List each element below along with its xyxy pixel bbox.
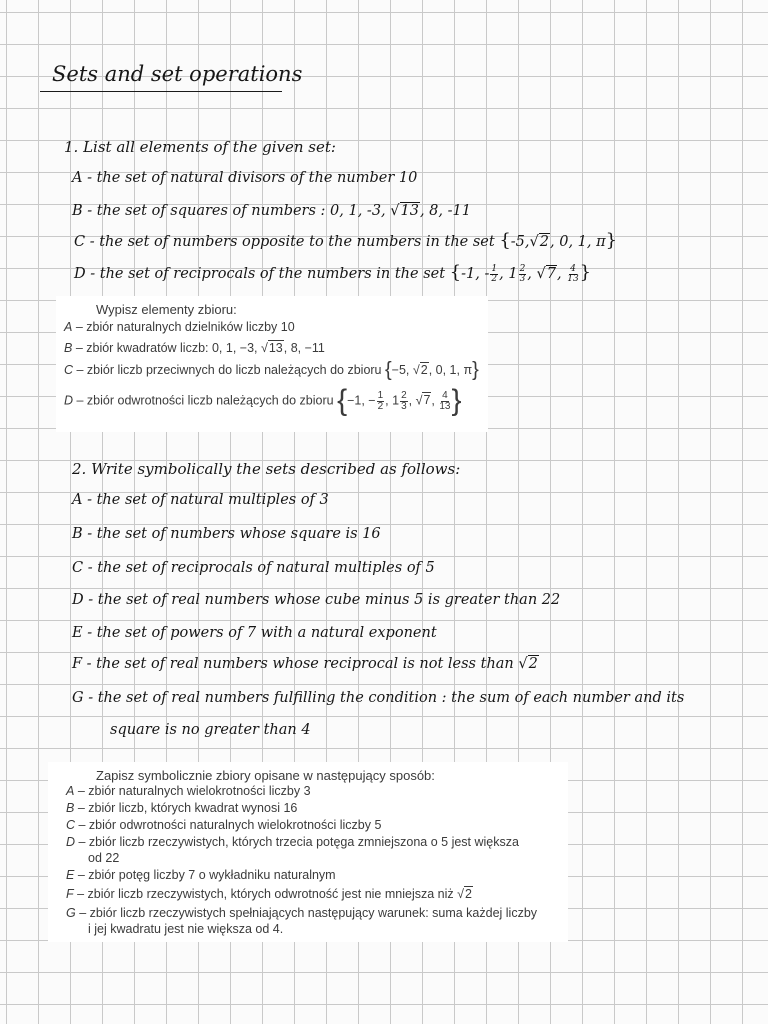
task2-item-c: C - the set of reciprocals of natural multiples of 5: [72, 560, 435, 576]
task2-item-a: A - the set of natural multiples of 3: [72, 492, 329, 508]
task2-item-g-cont: square is no greater than 4: [110, 722, 311, 738]
task1-heading: 1. List all elements of the given set:: [64, 138, 336, 156]
task1-item-c: C - the set of numbers opposite to the numbers in the set {-5,√2, 0, 1, π}: [74, 230, 618, 251]
polish-task1-item-c: C – zbiór liczb przeciwnych do liczb należących do zbioru {−5, √2, 0, 1, π}: [64, 359, 479, 381]
polish-task2-heading: Zapisz symbolicznie zbiory opisane w następujący sposób:: [96, 768, 435, 783]
polish-task1-heading: Wypisz elementy zbioru:: [96, 302, 237, 317]
polish-task1-box: [56, 296, 488, 432]
task2-item-d: D - the set of real numbers whose cube minus 5 is greater than 22: [72, 592, 561, 608]
task1-item-b: B - the set of squares of numbers : 0, 1, -3, √13, 8, -11: [72, 203, 471, 219]
polish-task2-item-g-cont: i jej kwadratu jest nie większa od 4.: [88, 922, 284, 936]
polish-task2-item-b: B – zbiór liczb, których kwadrat wynosi 16: [66, 801, 298, 815]
task2-item-f: F - the set of real numbers whose reciprocal is not less than √2: [72, 656, 538, 672]
polish-task1-item-a: A – zbiór naturalnych dzielników liczby 10: [64, 320, 295, 334]
polish-task2-item-a: A – zbiór naturalnych wielokrotności liczby 3: [66, 784, 311, 798]
title-underline: [40, 91, 282, 92]
polish-task2-box: [48, 762, 568, 942]
polish-task1-item-b: B – zbiór kwadratów liczb: 0, 1, −3, √13, 8, −11: [64, 341, 325, 355]
task2-item-g: G - the set of real numbers fulfilling the condition : the sum of each number and its: [72, 690, 685, 706]
task2-item-b: B - the set of numbers whose square is 16: [72, 526, 381, 542]
task2-item-e: E - the set of powers of 7 with a natural exponent: [72, 625, 437, 641]
task2-heading: 2. Write symbolically the sets described as follows:: [72, 460, 461, 478]
polish-task2-item-d: D – zbiór liczb rzeczywistych, których trzecia potęga zmniejszona o 5 jest większa: [66, 835, 519, 849]
polish-task1-item-d: D – zbiór odwrotności liczb należących do zbioru {−1, − $\frac{1}{2}$ , 1 $\frac{2}{3}$ , √7, $\frac{4}{13}$ }: [64, 384, 462, 417]
polish-task2-item-f: F – zbiór liczb rzeczywistych, których odwrotność jest nie mniejsza niż √2: [66, 887, 472, 901]
page-title: Sets and set operations: [52, 62, 303, 86]
polish-task2-item-e: E – zbiór potęg liczby 7 o wykładniku naturalnym: [66, 868, 336, 882]
polish-task2-item-c: C – zbiór odwrotności naturalnych wielokrotności liczby 5: [66, 818, 382, 832]
task1-item-a: A - the set of natural divisors of the number 10: [72, 170, 418, 186]
task1-item-d: D - the set of reciprocals of the numbers in the set {-1, - $\frac{1}{2}$ , 1 $\frac{2}{3}$ , √7, $\frac{4}{13}$ }: [74, 262, 592, 284]
polish-task2-item-d-cont: od 22: [88, 851, 120, 865]
polish-task2-item-g: G – zbiór liczb rzeczywistych spełniających następujący warunek: suma każdej liczby: [66, 906, 538, 920]
